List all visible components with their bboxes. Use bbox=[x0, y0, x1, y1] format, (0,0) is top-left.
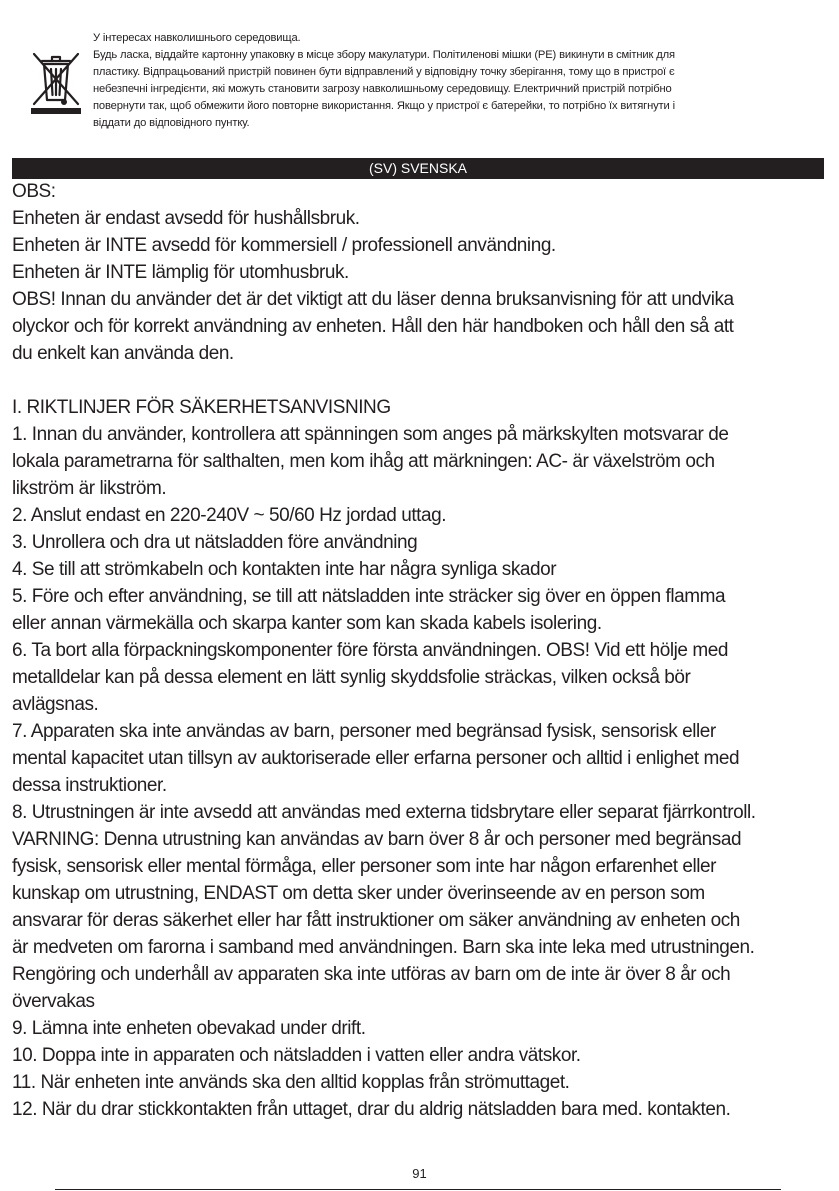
page-number: 91 bbox=[412, 1166, 427, 1181]
body-line: OBS: bbox=[12, 181, 56, 202]
section-heading: I. RIKTLINJER FÖR SÄKERHETSANVISNING bbox=[12, 397, 391, 418]
crossed-out-wheelie-bin-icon bbox=[28, 48, 84, 116]
eco-notice-line: повернути так, щоб обмежити його повторне використання. Якщо у пристрої є батерейки, то потрібно їх витягнути і bbox=[93, 100, 675, 112]
body-line: 8. Utrustningen är inte avsedd att användas med externa tidsbrytare eller separat fjärrkontroll. bbox=[12, 802, 756, 823]
footer-divider bbox=[55, 1189, 781, 1190]
body-line: Enheten är INTE avsedd för kommersiell / professionell användning. bbox=[12, 235, 556, 256]
body-line: eller annan värmekälla och skarpa kanter som kan skada kabels isolering. bbox=[12, 613, 602, 634]
body-line: kunskap om utrustning, ENDAST om detta sker under överinseende av en person som bbox=[12, 883, 705, 904]
body-line: lokala parametrarna för salthalten, men kom ihåg att märkningen: AC- är växelström och bbox=[12, 451, 715, 472]
language-section-header: (SV) SVENSKA bbox=[12, 158, 824, 179]
body-line: metalldelar kan på dessa element en lätt synlig skyddsfolie sträckas, vilken också bör bbox=[12, 667, 691, 688]
eco-notice-line: Будь ласка, віддайте картонну упаковку в місце збору макулатури. Політиленові мішки (PE) викинути в смітник для bbox=[93, 49, 675, 61]
eco-notice-line: У інтересах навколишнього середовища. bbox=[93, 32, 301, 44]
body-line: olyckor och för korrekt användning av enheten. Håll den här handboken och håll den så att bbox=[12, 316, 734, 337]
body-line: Enheten är INTE lämplig för utomhusbruk. bbox=[12, 262, 349, 283]
body-line: dessa instruktioner. bbox=[12, 775, 167, 796]
body-line: 1. Innan du använder, kontrollera att spänningen som anges på märkskylten motsvarar de bbox=[12, 424, 729, 445]
body-line: är medveten om farorna i samband med användningen. Barn ska inte leka med utrustningen. bbox=[12, 937, 755, 958]
body-line: 2. Anslut endast en 220-240V ~ 50/60 Hz jordad uttag. bbox=[12, 505, 447, 526]
body-line: 10. Doppa inte in apparaten och nätsladden i vatten eller andra vätskor. bbox=[12, 1045, 581, 1066]
body-line: mental kapacitet utan tillsyn av auktoriserade eller erfarna personer och alltid i enlighet med bbox=[12, 748, 740, 769]
eco-notice-line: небезпечні інгредієнти, які можуть становити загрозу навколишньому середовищу. Електричний пристрій потрібно bbox=[93, 83, 672, 95]
eco-notice-line: віддати до відповідного пунтку. bbox=[93, 117, 250, 129]
blank-line bbox=[12, 367, 834, 394]
body-line: 11. När enheten inte används ska den alltid kopplas från strömuttaget. bbox=[12, 1072, 570, 1093]
body-line: övervakas bbox=[12, 991, 95, 1012]
body-line: avlägsnas. bbox=[12, 694, 99, 715]
instructions-body bbox=[12, 178, 834, 1123]
body-line: 5. Före och efter användning, se till att nätsladden inte sträcker sig över en öppen flamma bbox=[12, 586, 726, 607]
body-line: VARNING: Denna utrustning kan användas av barn över 8 år och personer med begränsad bbox=[12, 829, 742, 850]
body-line: likström är likström. bbox=[12, 478, 167, 499]
body-line: 6. Ta bort alla förpackningskomponenter före första användningen. OBS! Vid ett hölje med bbox=[12, 640, 728, 661]
body-line: ansvarar för deras säkerhet eller har fått instruktioner om säker användning av enheten och bbox=[12, 910, 740, 931]
body-line: 7. Apparaten ska inte användas av barn, personer med begränsad fysisk, sensorisk eller bbox=[12, 721, 716, 742]
body-line: du enkelt kan använda den. bbox=[12, 343, 234, 364]
body-line: 4. Se till att strömkabeln och kontakten inte har några synliga skador bbox=[12, 559, 557, 580]
body-line: Rengöring och underhåll av apparaten ska inte utföras av barn om de inte är över 8 år och bbox=[12, 964, 731, 985]
eco-notice-text bbox=[93, 30, 833, 132]
body-line: fysisk, sensorisk eller mental förmåga, eller personer som inte har någon erfarenhet eller bbox=[12, 856, 717, 877]
body-line: 3. Unrollera och dra ut nätsladden före användning bbox=[12, 532, 418, 553]
body-line: 12. När du drar stickkontakten från uttaget, drar du aldrig nätsladden bara med. kontakten. bbox=[12, 1099, 731, 1120]
eco-notice-line: пластику. Відпрацьований пристрій повинен бути відправлений у відповідну точку зберігання, тому що в пристрої є bbox=[93, 66, 675, 78]
body-line: Enheten är endast avsedd för hushållsbruk. bbox=[12, 208, 360, 229]
body-line: 9. Lämna inte enheten obevakad under drift. bbox=[12, 1018, 366, 1039]
body-line: OBS! Innan du använder det är det viktigt att du läser denna bruksanvisning för att undvika bbox=[12, 289, 734, 310]
